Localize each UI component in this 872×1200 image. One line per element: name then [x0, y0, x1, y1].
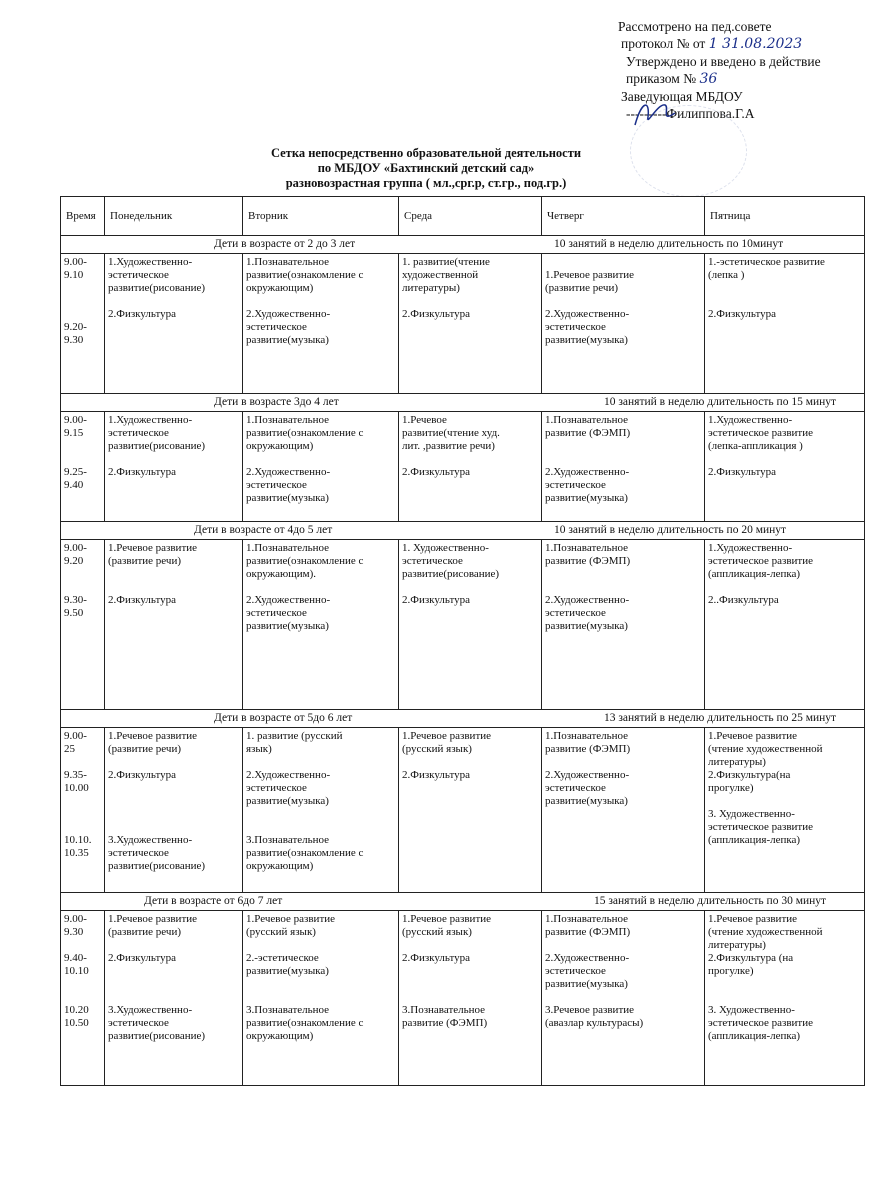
- activity-text: 2.Физкультура: [708, 308, 777, 320]
- approval-line-3: Утверждено и введено в действие: [626, 54, 821, 69]
- age-group-label: Дети в возрасте от 2 до 3 лет: [214, 238, 356, 250]
- spacer: [246, 808, 395, 821]
- activity-text: развитие(рисование): [108, 282, 206, 294]
- header-wednesday: Среда: [399, 197, 542, 236]
- activity-text: (авазлар культурасы): [545, 1017, 644, 1029]
- spacer: [246, 756, 395, 769]
- activity-text: 2.Физкультура: [402, 769, 471, 781]
- activity-cell-tuesday: [243, 728, 399, 893]
- activity-text: развитие(музыка): [545, 620, 628, 632]
- title-line-3: разновозрастная группа ( мл.,срг.р, ст.гр., под.гр.): [285, 176, 567, 190]
- activity-text: 2.Художественно-: [545, 466, 630, 478]
- activity-text: (чтение художественной: [708, 926, 823, 938]
- activity-text: (лепка ): [708, 269, 745, 281]
- activity-text: литературы): [708, 939, 766, 951]
- activity-text: развитие (ФЭМП): [402, 1017, 488, 1029]
- time-value: 9.00-: [64, 414, 87, 426]
- activity-text: 1.Художественно-: [708, 542, 793, 554]
- activity-text: развитие(музыка): [545, 492, 628, 504]
- age-group-cell: [61, 710, 865, 728]
- activity-text: 2.Художественно-: [545, 769, 630, 781]
- time-value: 10.10: [64, 965, 89, 977]
- spacer: [545, 991, 701, 1004]
- activity-text: 1.Художественно-: [708, 414, 793, 426]
- activity-text: 1.Познавательное: [246, 414, 330, 426]
- time-cell: [61, 728, 105, 893]
- spacer: [246, 453, 395, 466]
- activity-cell-tuesday: [243, 911, 399, 1086]
- schedule-row: [61, 728, 865, 893]
- activity-cell-tuesday: [243, 412, 399, 522]
- activity-text: эстетическое: [545, 321, 606, 333]
- activity-cell-monday: [105, 728, 243, 893]
- activity-text: эстетическое: [545, 965, 606, 977]
- spacer: [64, 308, 101, 321]
- activity-text: развитие(музыка): [246, 492, 329, 504]
- order-label: приказом №: [626, 71, 697, 86]
- activity-text: окружающим): [246, 1030, 314, 1042]
- spacer: [402, 991, 538, 1004]
- activity-text: развитие(ознакомление с: [246, 269, 364, 281]
- spacer: [108, 978, 239, 991]
- time-value: 10.20: [64, 1004, 89, 1016]
- activity-text: 2.Художественно-: [246, 308, 331, 320]
- time-value: 9.20-: [64, 321, 87, 333]
- activity-text: 3.Художественно-: [108, 1004, 193, 1016]
- age-group-label: Дети в возрасте 3до 4 лет: [214, 396, 339, 408]
- activity-text: 2.Художественно-: [545, 594, 630, 606]
- age-group-cell: [61, 236, 865, 254]
- activity-text: (развитие речи): [545, 282, 618, 294]
- activity-text: эстетическое: [545, 479, 606, 491]
- activity-text: развитие(музыка): [246, 795, 329, 807]
- time-value: 9.30-: [64, 594, 87, 606]
- spacer: [64, 453, 101, 466]
- activity-text: 1.Познавательное: [545, 414, 629, 426]
- spacer: [64, 282, 101, 295]
- spacer: [64, 756, 101, 769]
- activity-text: (аппликация-лепка): [708, 1030, 801, 1042]
- activity-text: развитие(музыка): [246, 965, 329, 977]
- time-cell: [61, 911, 105, 1086]
- activity-cell-monday: [105, 412, 243, 522]
- activity-text: 2.Художественно-: [545, 952, 630, 964]
- activity-cell-wednesday: [399, 911, 542, 1086]
- age-group-label: Дети в возрасте от 6до 7 лет: [144, 895, 283, 907]
- age-group-wrap: [64, 895, 861, 908]
- activity-text: развитие (ФЭМП): [545, 926, 631, 938]
- spacer: [402, 453, 538, 466]
- time-value: 9.40: [64, 479, 84, 491]
- activity-text: 1.Познавательное: [246, 256, 330, 268]
- spacer: [108, 568, 239, 581]
- activity-text: развитие(музыка): [545, 334, 628, 346]
- schedule-sheet: [60, 196, 864, 1086]
- header-time: Время: [61, 197, 105, 236]
- activity-cell-monday: [105, 540, 243, 710]
- spacer: [246, 295, 395, 308]
- activity-text: развитие(музыка): [545, 795, 628, 807]
- spacer: [708, 581, 861, 594]
- spacer: [108, 991, 239, 1004]
- activity-text: 2.Физкультура: [402, 594, 471, 606]
- activity-cell-friday: [705, 254, 865, 394]
- age-group-row: [61, 522, 865, 540]
- activity-text: 3.Познавательное: [246, 834, 330, 846]
- age-group-label: Дети в возрасте от 5до 6 лет: [214, 712, 353, 724]
- spacer: [64, 440, 101, 453]
- activity-text: эстетическое развитие: [708, 821, 813, 833]
- activity-text: 2.Физкультура: [402, 952, 471, 964]
- age-group-cell: [61, 522, 865, 540]
- activity-text: 1.-эстетическое развитие: [708, 256, 825, 268]
- activity-text: развитие(ознакомление с: [246, 1017, 364, 1029]
- header-row: [61, 197, 865, 236]
- spacer: [108, 581, 239, 594]
- activity-text: развитие (ФЭМП): [545, 427, 631, 439]
- activity-text: эстетическое: [246, 607, 307, 619]
- spacer: [545, 939, 701, 952]
- activity-text: 2.Художественно-: [246, 769, 331, 781]
- activity-text: (лепка-аппликация ): [708, 440, 803, 452]
- activity-text: развитие (ФЭМП): [545, 555, 631, 567]
- activity-text: (русский язык): [402, 926, 472, 938]
- age-group-info: 10 занятий в неделю длительность по 10минут: [554, 238, 784, 250]
- time-value: 9.30: [64, 334, 84, 346]
- activity-text: эстетическое: [545, 607, 606, 619]
- age-group-wrap: [64, 238, 861, 251]
- activity-text: 2.Физкультура (на: [708, 952, 794, 964]
- age-group-info: 10 занятий в неделю длительность по 15 минут: [604, 396, 837, 408]
- spacer: [545, 453, 701, 466]
- activity-text: эстетическое: [402, 555, 463, 567]
- time-value: 9.00-: [64, 256, 87, 268]
- title-line-2: по МБДОУ «Бахтинский детский сад»: [317, 161, 535, 175]
- spacer: [64, 939, 101, 952]
- spacer: [708, 282, 861, 295]
- protocol-label: протокол № от: [621, 36, 706, 51]
- document-title: [0, 146, 872, 191]
- spacer: [108, 453, 239, 466]
- activity-text: эстетическое: [108, 1017, 169, 1029]
- header-monday: Понедельник: [105, 197, 243, 236]
- signature-icon: [630, 95, 690, 130]
- activity-text: язык): [246, 743, 272, 755]
- header-friday: Пятница: [705, 197, 865, 236]
- activity-text: развитие(рисование): [402, 568, 500, 580]
- spacer: [402, 581, 538, 594]
- activity-cell-monday: [105, 911, 243, 1086]
- activity-cell-friday: [705, 412, 865, 522]
- protocol-handwritten: 1 31.08.2023: [708, 36, 803, 52]
- activity-text: 1.Речевое развитие: [108, 913, 198, 925]
- spacer: [108, 939, 239, 952]
- activity-text: развитие (ФЭМП): [545, 743, 631, 755]
- header-thursday: Четверг: [542, 197, 705, 236]
- activity-cell-tuesday: [243, 540, 399, 710]
- activity-text: (русский язык): [246, 926, 316, 938]
- spacer: [108, 795, 239, 808]
- activity-text: эстетическое: [545, 782, 606, 794]
- activity-text: 3.Познавательное: [402, 1004, 486, 1016]
- activity-text: 1. развитие (русский: [246, 730, 343, 742]
- time-cell: [61, 540, 105, 710]
- activity-text: (развитие речи): [108, 926, 181, 938]
- activity-text: 1.Речевое развитие: [402, 913, 492, 925]
- activity-text: 1.Речевое развитие: [246, 913, 336, 925]
- spacer: [545, 256, 701, 269]
- spacer: [402, 939, 538, 952]
- spacer: [64, 795, 101, 808]
- header-tuesday: Вторник: [243, 197, 399, 236]
- activity-text: (аппликация-лепка): [708, 834, 801, 846]
- activity-text: эстетическое развитие: [708, 555, 813, 567]
- age-group-row: [61, 394, 865, 412]
- activity-text: (русский язык): [402, 743, 472, 755]
- activity-text: окружающим): [246, 282, 314, 294]
- activity-text: 1. Художественно-: [402, 542, 489, 554]
- activity-text: развитие(чтение худ.: [402, 427, 500, 439]
- activity-text: 1. развитие(чтение: [402, 256, 490, 268]
- age-group-info: 15 занятий в неделю длительность по 30 минут: [594, 895, 827, 907]
- schedule-row: [61, 540, 865, 710]
- age-group-wrap: [64, 712, 861, 725]
- time-value: 10.10.: [64, 834, 92, 846]
- activity-text: 2.Физкультура: [108, 594, 177, 606]
- age-group-wrap: [64, 524, 861, 537]
- activity-text: 1.Познавательное: [246, 542, 330, 554]
- time-value: 9.00-: [64, 730, 87, 742]
- activity-text: развитие(рисование): [108, 440, 206, 452]
- activity-text: (развитие речи): [108, 743, 181, 755]
- activity-text: 2.Физкультура: [402, 308, 471, 320]
- activity-text: 1.Речевое развитие: [108, 730, 198, 742]
- time-value: 9.00-: [64, 542, 87, 554]
- spacer: [108, 756, 239, 769]
- activity-cell-monday: [105, 254, 243, 394]
- spacer: [402, 756, 538, 769]
- activity-cell-wednesday: [399, 254, 542, 394]
- activity-text: эстетическое развитие: [708, 427, 813, 439]
- time-value: 10.00: [64, 782, 89, 794]
- activity-text: 2.Художественно-: [545, 308, 630, 320]
- activity-text: прогулке): [708, 965, 754, 977]
- activity-text: развитие(ознакомление с: [246, 555, 364, 567]
- spacer: [108, 965, 239, 978]
- activity-text: 1.Познавательное: [545, 542, 629, 554]
- activity-text: художественной: [402, 269, 479, 281]
- time-value: 9.50: [64, 607, 84, 619]
- spacer: [108, 295, 239, 308]
- time-value: 9.40-: [64, 952, 87, 964]
- activity-text: литературы): [708, 756, 766, 768]
- age-group-row: [61, 893, 865, 911]
- activity-text: эстетическое: [108, 847, 169, 859]
- activity-text: 3. Художественно-: [708, 808, 795, 820]
- time-cell: [61, 254, 105, 394]
- time-value: 9.10: [64, 269, 84, 281]
- activity-cell-thursday: [542, 412, 705, 522]
- activity-cell-wednesday: [399, 540, 542, 710]
- time-value: 9.25-: [64, 466, 87, 478]
- activity-cell-thursday: [542, 911, 705, 1086]
- activity-cell-tuesday: [243, 254, 399, 394]
- activity-text: развитие(музыка): [246, 334, 329, 346]
- activity-text: прогулке): [708, 782, 754, 794]
- spacer: [402, 295, 538, 308]
- activity-text: 1.Художественно-: [108, 414, 193, 426]
- activity-text: 1.Речевое развитие: [545, 269, 635, 281]
- activity-text: 2.Физкультура: [402, 466, 471, 478]
- spacer: [708, 978, 861, 991]
- activity-text: окружающим): [246, 440, 314, 452]
- activity-cell-thursday: [542, 254, 705, 394]
- spacer: [246, 978, 395, 991]
- activity-text: (развитие речи): [108, 555, 181, 567]
- activity-text: 3.Художественно-: [108, 834, 193, 846]
- activity-text: развитие(музыка): [545, 978, 628, 990]
- activity-text: 3.Речевое развитие: [545, 1004, 635, 1016]
- approval-line-4: [626, 70, 821, 88]
- activity-cell-thursday: [542, 540, 705, 710]
- time-cell: [61, 412, 105, 522]
- activity-cell-friday: [705, 911, 865, 1086]
- activity-text: 2.Физкультура: [108, 769, 177, 781]
- activity-text: 1.Речевое развитие: [402, 730, 492, 742]
- schedule-row: [61, 254, 865, 394]
- activity-text: 1.Речевое развитие: [708, 730, 798, 742]
- activity-text: 2.Физкультура: [708, 466, 777, 478]
- spacer: [108, 782, 239, 795]
- spacer: [708, 795, 861, 808]
- activity-text: 2.Физкультура(на: [708, 769, 791, 781]
- activity-text: 2.Физкультура: [108, 952, 177, 964]
- activity-cell-wednesday: [399, 412, 542, 522]
- age-group-cell: [61, 893, 865, 911]
- activity-text: развитие(ознакомление с: [246, 427, 364, 439]
- approval-line-5: Заведующая МБДОУ: [621, 89, 743, 104]
- spacer: [246, 581, 395, 594]
- spacer: [545, 568, 701, 581]
- spacer: [708, 295, 861, 308]
- activity-text: эстетическое: [246, 321, 307, 333]
- spacer: [64, 295, 101, 308]
- activity-text: 1.Познавательное: [545, 730, 629, 742]
- approval-line-2: [621, 35, 821, 53]
- spacer: [64, 821, 101, 834]
- activity-text: 1.Речевое: [402, 414, 447, 426]
- activity-text: 2.Физкультура: [108, 466, 177, 478]
- activity-text: 3.Познавательное: [246, 1004, 330, 1016]
- spacer: [64, 978, 101, 991]
- activity-cell-friday: [705, 728, 865, 893]
- activity-text: литературы): [402, 282, 460, 294]
- spacer: [708, 453, 861, 466]
- time-value: 10.50: [64, 1017, 89, 1029]
- activity-text: 2.Физкультура: [108, 308, 177, 320]
- time-value: 9.35-: [64, 769, 87, 781]
- activity-text: развитие(ознакомление с: [246, 847, 364, 859]
- activity-text: эстетическое: [246, 479, 307, 491]
- schedule-row: [61, 412, 865, 522]
- activity-text: развитие(музыка): [246, 620, 329, 632]
- spacer: [545, 440, 701, 453]
- activity-cell-wednesday: [399, 728, 542, 893]
- activity-text: 2.Художественно-: [246, 466, 331, 478]
- activity-cell-thursday: [542, 728, 705, 893]
- time-value: 10.35: [64, 847, 89, 859]
- spacer: [708, 991, 861, 1004]
- activity-text: окружающим).: [246, 568, 316, 580]
- schedule-table: [60, 196, 865, 1086]
- spacer: [246, 991, 395, 1004]
- spacer: [108, 821, 239, 834]
- activity-text: 1.Познавательное: [545, 913, 629, 925]
- activity-text: 2..Физкультура: [708, 594, 779, 606]
- spacer: [64, 581, 101, 594]
- time-value: 25: [64, 743, 75, 755]
- activity-text: развитие(рисование): [108, 1030, 206, 1042]
- activity-text: 1.Художественно-: [108, 256, 193, 268]
- activity-text: развитие(рисование): [108, 860, 206, 872]
- spacer: [545, 295, 701, 308]
- age-group-info: 10 занятий в неделю длительность по 20 минут: [554, 524, 787, 536]
- spacer: [402, 965, 538, 978]
- activity-text: окружающим): [246, 860, 314, 872]
- age-group-row: [61, 710, 865, 728]
- schedule-row: [61, 911, 865, 1086]
- activity-text: (аппликация-лепка): [708, 568, 801, 580]
- age-group-info: 13 занятий в неделю длительность по 25 минут: [604, 712, 837, 724]
- spacer: [64, 991, 101, 1004]
- activity-text: эстетическое: [108, 427, 169, 439]
- age-group-cell: [61, 394, 865, 412]
- activity-text: 1.Речевое развитие: [708, 913, 798, 925]
- time-value: 9.20: [64, 555, 84, 567]
- activity-text: 3. Художественно-: [708, 1004, 795, 1016]
- activity-text: эстетическое развитие: [708, 1017, 813, 1029]
- activity-text: 2.-эстетическое: [246, 952, 319, 964]
- activity-cell-friday: [705, 540, 865, 710]
- spacer: [64, 808, 101, 821]
- activity-text: 1.Речевое развитие: [108, 542, 198, 554]
- time-value: 9.15: [64, 427, 84, 439]
- age-group-label: Дети в возрасте от 4до 5 лет: [194, 524, 333, 536]
- title-line-1: Сетка непосредственно образовательной деятельности: [270, 146, 582, 160]
- order-handwritten: 36: [699, 71, 718, 87]
- spacer: [402, 978, 538, 991]
- spacer: [246, 821, 395, 834]
- spacer: [246, 939, 395, 952]
- approval-line-1: Рассмотрено на пед.совете: [618, 19, 772, 34]
- activity-text: 2.Художественно-: [246, 594, 331, 606]
- time-value: 9.30: [64, 926, 84, 938]
- activity-text: (чтение художественной: [708, 743, 823, 755]
- activity-text: лит. ,развитие речи): [402, 440, 495, 452]
- spacer: [545, 581, 701, 594]
- spacer: [545, 756, 701, 769]
- time-value: 9.00-: [64, 913, 87, 925]
- age-group-wrap: [64, 396, 861, 409]
- activity-text: эстетическое: [246, 782, 307, 794]
- age-group-row: [61, 236, 865, 254]
- spacer: [64, 568, 101, 581]
- activity-text: эстетическое: [108, 269, 169, 281]
- approval-line-6: ---------Филиппова.Г.А: [626, 106, 755, 121]
- spacer: [108, 808, 239, 821]
